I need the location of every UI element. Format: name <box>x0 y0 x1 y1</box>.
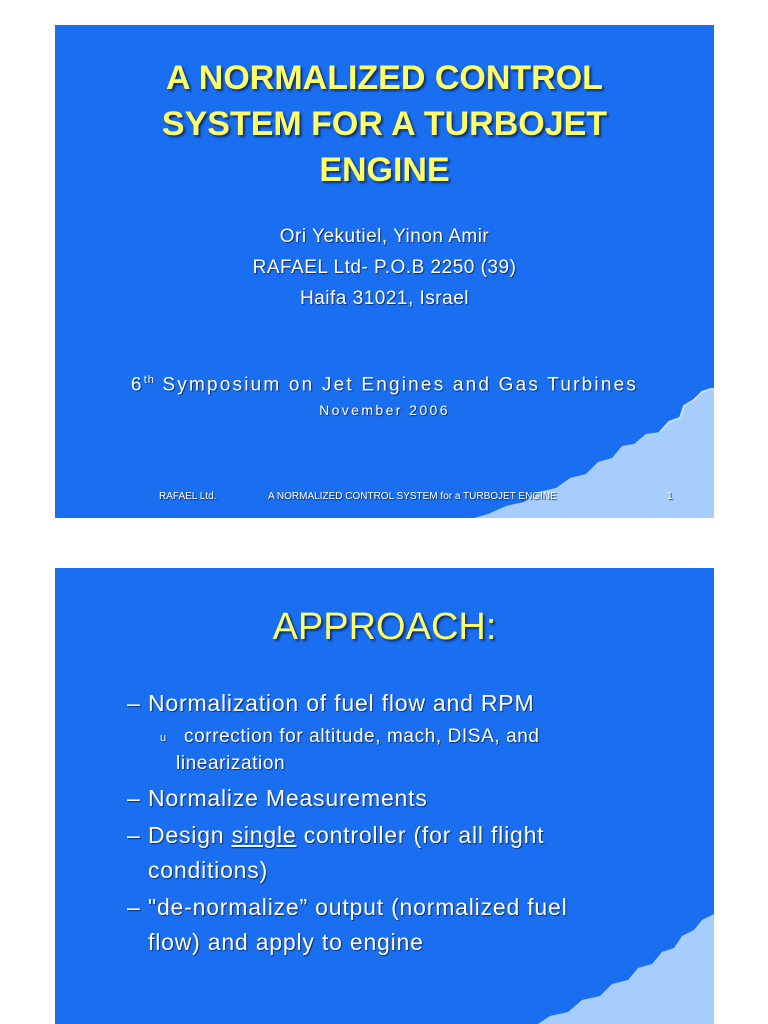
symposium-number: 6 <box>130 374 144 396</box>
bullet-item <box>127 781 667 816</box>
bullet-item <box>127 686 667 721</box>
affiliation-line: RAFAEL Ltd- P.O.B 2250 (39) <box>252 257 517 278</box>
sub-bullet-item <box>160 723 667 777</box>
bullet-dash: – <box>127 822 141 848</box>
bullet-text: flow) and apply to engine <box>148 929 424 955</box>
slide-footer <box>55 491 714 505</box>
bullet-text: Normalization of fuel flow and RPM <box>148 690 535 716</box>
symposium-line <box>55 374 714 396</box>
slide-title <box>55 55 714 193</box>
bullet-text: "de-normalize” output (normalized fuel <box>148 894 568 920</box>
footer-title: A NORMALIZED CONTROL SYSTEM for a TURBOJET ENGINE <box>268 491 557 502</box>
event-date: November 2006 <box>319 402 450 418</box>
symposium-suffix: th <box>143 374 155 386</box>
title-line: SYSTEM FOR A TURBOJET <box>161 105 608 143</box>
sub-bullet-text: linearization <box>176 753 286 774</box>
approach-slide <box>55 568 714 1024</box>
bullet-item <box>127 890 667 960</box>
bullet-dash: – <box>127 785 141 811</box>
slide-title: APPROACH: <box>272 606 497 648</box>
address-line: Haifa 31021, Israel <box>300 288 469 309</box>
sub-bullet-marker: u <box>160 732 167 744</box>
bullet-text: controller (for all flight <box>296 822 545 848</box>
title-slide <box>55 25 714 518</box>
symposium-name: Symposium on Jet Engines and Gas Turbines <box>162 374 639 396</box>
bullet-text: Design <box>148 822 232 848</box>
bullet-text-underlined: single <box>231 822 297 848</box>
title-line: A NORMALIZED CONTROL <box>166 59 603 97</box>
bullet-item <box>127 818 667 888</box>
authors-block <box>55 221 714 314</box>
bullet-text: conditions) <box>148 857 269 883</box>
bullet-list <box>127 686 667 962</box>
bullet-text: Normalize Measurements <box>148 785 428 811</box>
bullet-dash: – <box>127 690 141 716</box>
title-line: ENGINE <box>319 151 450 189</box>
sub-bullet-text: correction for altitude, mach, DISA, and <box>184 726 540 747</box>
footer-organization: RAFAEL Ltd. <box>159 491 217 502</box>
authors-line: Ori Yekutiel, Yinon Amir <box>279 226 490 247</box>
bullet-dash: – <box>127 894 141 920</box>
slide-number: 1 <box>667 491 673 502</box>
